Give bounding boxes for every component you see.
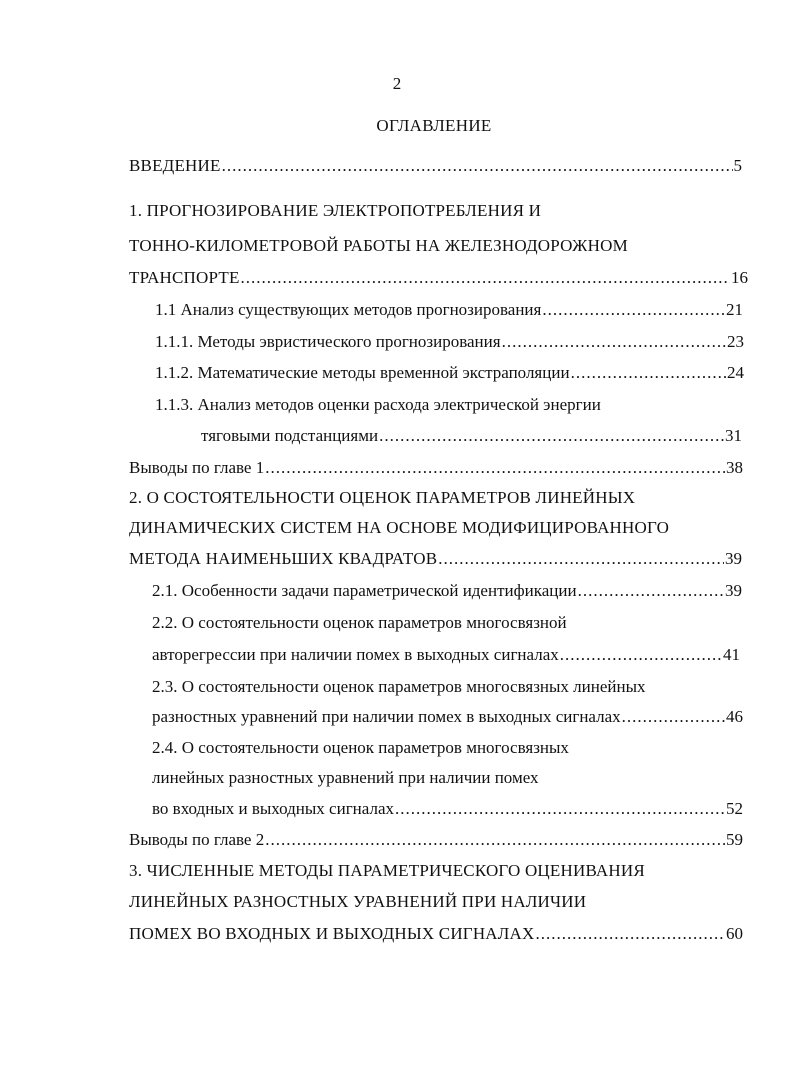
- toc-chapter-1-title-line-1[interactable]: 1. ПРОГНОЗИРОВАНИЕ ЭЛЕКТРОПОТРЕБЛЕНИЯ И: [129, 201, 542, 220]
- toc-entry-page: 59: [726, 830, 743, 849]
- toc-section-2-2[interactable]: [152, 645, 740, 669]
- toc-chapter-1[interactable]: [129, 268, 748, 292]
- toc-entry-page: 31: [725, 426, 742, 445]
- toc-entry-title: во входных и выходных сигналах: [152, 799, 394, 818]
- toc-conclusions-chapter-2[interactable]: [129, 830, 743, 854]
- toc-entry-title: ПОМЕХ ВО ВХОДНЫХ И ВЫХОДНЫХ СИГНАЛАХ: [129, 924, 535, 943]
- toc-conclusions-chapter-1[interactable]: [129, 458, 743, 482]
- dot-leader: [571, 363, 726, 383]
- toc-section-1-1-1[interactable]: [155, 332, 744, 356]
- toc-entry-title: 1.1.1. Методы эвристического прогнозирования: [155, 332, 501, 351]
- dot-leader: [265, 830, 725, 850]
- toc-chapter-3-title-line-1[interactable]: 3. ЧИСЛЕННЫЕ МЕТОДЫ ПАРАМЕТРИЧЕСКОГО ОЦЕНИВАНИЯ: [129, 861, 645, 880]
- dot-leader: [222, 156, 733, 176]
- toc-entry-page: 41: [723, 645, 740, 664]
- toc-entry-title: ВВЕДЕНИЕ: [129, 156, 221, 175]
- dot-leader: [265, 458, 725, 478]
- toc-entry-title: 2.1. Особенности задачи параметрической идентификации: [152, 581, 577, 600]
- dot-leader: [535, 924, 725, 944]
- toc-section-2-3[interactable]: [152, 707, 743, 731]
- dot-leader: [622, 707, 725, 727]
- toc-entry-title: 1.1.2. Математические методы временной экстраполяции: [155, 363, 570, 382]
- dot-leader: [241, 268, 730, 288]
- toc-section-1-1-3[interactable]: [201, 426, 742, 450]
- toc-chapter-2-title-line-1[interactable]: 2. О СОСТОЯТЕЛЬНОСТИ ОЦЕНОК ПАРАМЕТРОВ ЛИНЕЙНЫХ: [129, 488, 636, 507]
- toc-entry-page: 16: [731, 268, 748, 287]
- toc-entry-page: 24: [727, 363, 744, 382]
- toc-entry-title: разностных уравнений при наличии помех в выходных сигналах: [152, 707, 621, 726]
- toc-heading: ОГЛАВЛЕНИЕ: [376, 116, 492, 135]
- toc-entry-title: МЕТОДА НАИМЕНЬШИХ КВАДРАТОВ: [129, 549, 438, 568]
- dot-leader: [379, 426, 724, 446]
- toc-entry-page: 39: [725, 581, 742, 600]
- toc-entry-title: ТРАНСПОРТЕ: [129, 268, 240, 287]
- dot-leader: [395, 799, 725, 819]
- toc-section-2-4[interactable]: [152, 799, 743, 823]
- toc-entry-page: 21: [726, 300, 743, 319]
- toc-entry-page: 52: [726, 799, 743, 818]
- dot-leader: [578, 581, 724, 601]
- page-number: 2: [392, 74, 402, 93]
- toc-section-1-1-3-line-1[interactable]: 1.1.3. Анализ методов оценки расхода электрической энергии: [155, 395, 601, 414]
- toc-entry-page: 23: [727, 332, 744, 351]
- toc-entry-page: 39: [725, 549, 742, 568]
- toc-entry-title: авторегрессии при наличии помех в выходных сигналах: [152, 645, 559, 664]
- toc-section-1-1[interactable]: [155, 300, 743, 324]
- dot-leader: [438, 549, 724, 569]
- toc-chapter-3[interactable]: [129, 924, 743, 948]
- toc-section-2-4-line-2[interactable]: линейных разностных уравнений при наличии помех: [152, 768, 539, 787]
- toc-entry-introduction[interactable]: [129, 156, 742, 180]
- toc-entry-page: 60: [726, 924, 743, 943]
- toc-chapter-3-title-line-2[interactable]: ЛИНЕЙНЫХ РАЗНОСТНЫХ УРАВНЕНИЙ ПРИ НАЛИЧИИ: [129, 892, 587, 911]
- toc-section-2-2-line-1[interactable]: 2.2. О состоятельности оценок параметров многосвязной: [152, 613, 567, 632]
- toc-section-2-1[interactable]: [152, 581, 742, 605]
- dot-leader: [542, 300, 725, 320]
- toc-chapter-1-title-line-2[interactable]: ТОННО-КИЛОМЕТРОВОЙ РАБОТЫ НА ЖЕЛЕЗНОДОРОЖНОМ: [129, 236, 628, 255]
- toc-chapter-2[interactable]: [129, 549, 742, 573]
- dot-leader: [560, 645, 722, 665]
- toc-section-2-3-line-1[interactable]: 2.3. О состоятельности оценок параметров многосвязных линейных: [152, 677, 646, 696]
- toc-chapter-2-title-line-2[interactable]: ДИНАМИЧЕСКИХ СИСТЕМ НА ОСНОВЕ МОДИФИЦИРОВАННОГО: [129, 518, 670, 537]
- toc-entry-title: 1.1 Анализ существующих методов прогнозирования: [155, 300, 542, 319]
- toc-entry-page: 38: [726, 458, 743, 477]
- toc-entry-page: 5: [733, 156, 742, 175]
- toc-entry-title: Выводы по главе 2: [129, 830, 265, 849]
- dot-leader: [502, 332, 726, 352]
- toc-entry-title: Выводы по главе 1: [129, 458, 265, 477]
- toc-section-1-1-2[interactable]: [155, 363, 744, 387]
- toc-entry-page: 46: [726, 707, 743, 726]
- toc-section-2-4-line-1[interactable]: 2.4. О состоятельности оценок параметров многосвязных: [152, 738, 569, 757]
- toc-entry-title: тяговыми подстанциями: [201, 426, 379, 445]
